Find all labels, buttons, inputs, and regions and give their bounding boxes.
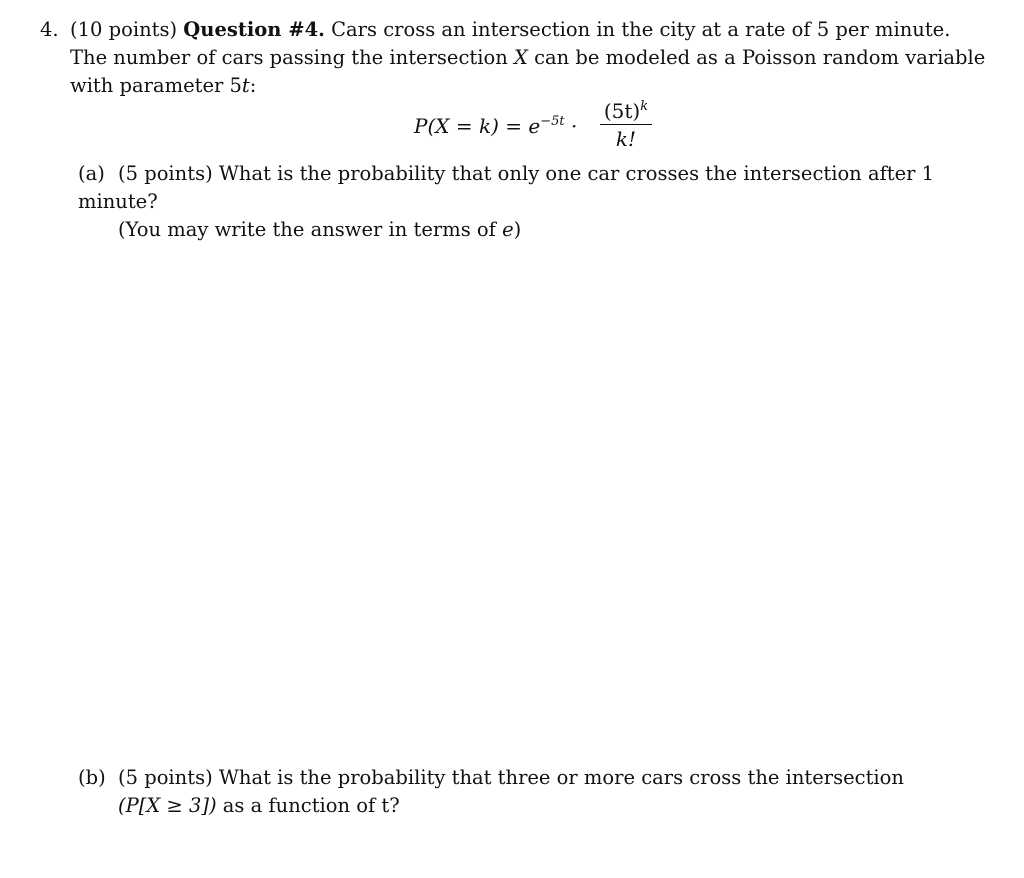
question-line1: Cars cross an intersection in the city at a rate of 5 per minute. xyxy=(331,18,951,41)
part-a-variable-e: e xyxy=(502,218,514,241)
formula-numerator: (5t) xyxy=(603,99,641,123)
part-b-expression: (P[X ≥ 3]) xyxy=(118,794,217,817)
formula-denominator: k! xyxy=(615,127,637,151)
question-line3-end: : xyxy=(249,74,257,97)
formula-lhs-text: P(X = k) = e xyxy=(414,114,541,138)
question-line3-row xyxy=(40,72,1000,100)
formula-numerator-row xyxy=(600,98,652,124)
part-a-text: What is the probability that only one car crosses the intersection after 1 minute? xyxy=(78,162,935,213)
part-a-line2-end: ) xyxy=(513,218,522,241)
part-b-line2-end: as a function of t? xyxy=(222,794,400,817)
question-variable-t: t xyxy=(241,74,250,97)
question-line3: with parameter 5 xyxy=(70,74,242,97)
question-line2-rest: can be modeled as a Poisson random variable xyxy=(534,46,986,69)
part-a-line2-row xyxy=(78,216,1008,244)
question-number: 4. xyxy=(40,18,59,41)
part-a-points: (5 points) xyxy=(118,162,213,185)
part-a xyxy=(78,160,1008,244)
part-b-points: (5 points) xyxy=(118,766,213,789)
part-b xyxy=(78,764,1008,820)
formula-dot: · xyxy=(564,114,578,138)
part-b-text: What is the probability that three or more cars cross the intersection xyxy=(218,766,904,789)
formula-exponent: −5t xyxy=(540,114,565,129)
part-b-label: (b) xyxy=(78,766,106,789)
question-points: (10 points) xyxy=(70,18,178,41)
question-variable-x: X xyxy=(513,46,528,69)
question-line2: The number of cars passing the intersection xyxy=(70,46,508,69)
part-b-line2-row xyxy=(78,792,1008,820)
part-a-label: (a) xyxy=(78,162,105,185)
formula-numerator-exp: k xyxy=(640,99,649,114)
formula-lhs xyxy=(414,114,577,138)
part-a-line2: (You may write the answer in terms of xyxy=(118,218,496,241)
question-line2-row xyxy=(40,44,1000,72)
question-statement xyxy=(40,16,1000,100)
formula-fraction xyxy=(600,98,652,151)
question-title: Question #4. xyxy=(183,18,325,41)
